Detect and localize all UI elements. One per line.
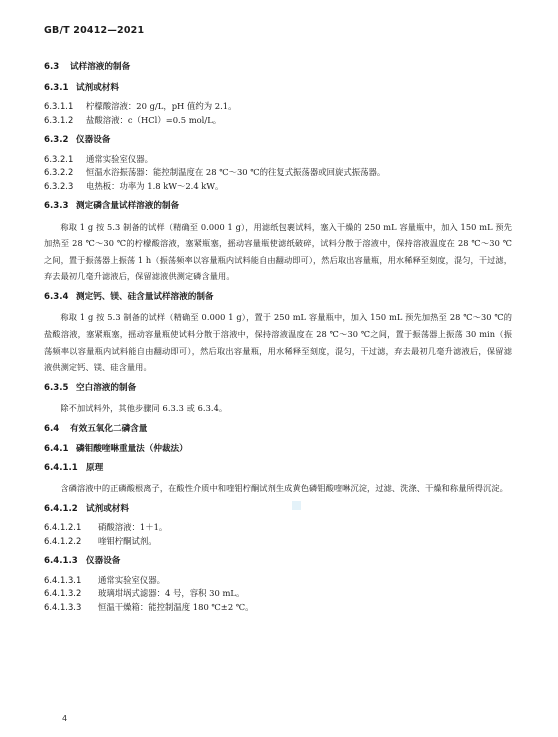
heading-title: 试样溶液的制备 bbox=[70, 62, 131, 72]
item-text: 盐酸溶液：c（HCl）=0.5 mol/L。 bbox=[86, 114, 222, 125]
subsection-heading bbox=[44, 462, 512, 474]
item-number: 6.3.2.3 bbox=[44, 180, 74, 191]
heading-number: 6.3.4 bbox=[44, 291, 69, 302]
heading-title: 试剂或材料 bbox=[76, 82, 119, 93]
heading-title: 测定钙、镁、硅含量试样溶液的制备 bbox=[76, 291, 214, 302]
heading-number: 6.4.1.2 bbox=[44, 503, 78, 514]
list-item bbox=[44, 100, 512, 112]
item-number: 6.4.1.3.1 bbox=[44, 574, 82, 585]
list-item bbox=[44, 535, 512, 547]
list-item bbox=[44, 521, 512, 533]
subsection-heading bbox=[44, 503, 512, 515]
heading-title: 仪器设备 bbox=[86, 556, 121, 567]
list-item bbox=[44, 180, 512, 192]
paragraph: 除不加试料外，其他步骤同 6.3.3 或 6.3.4。 bbox=[60, 403, 228, 414]
document-body bbox=[44, 61, 512, 614]
list-item bbox=[44, 153, 512, 165]
heading-number: 6.3 bbox=[44, 62, 60, 72]
subsection-heading bbox=[44, 82, 512, 94]
subsection-heading bbox=[44, 382, 512, 394]
scan-mark bbox=[292, 501, 301, 510]
item-number: 6.4.1.2.2 bbox=[44, 535, 82, 546]
paragraph: 称取 1 g 按 5.3 制备的试样（精确至 0.000 1 g），用滤纸包裹试料，塞入干燥的 250 mL 容量瓶中，加入 150 mL 预先加热至 28 ℃～30 ℃的柠檬酸溶液，塞紧瓶塞，摇动容量瓶使滤纸破碎，试料分散于溶液中，保持溶液温度在 28 ℃～30 ℃之间，置于振荡器上振荡 1 h（振荡频率以容量瓶内试料能自由翻动即可），然后取出容量瓶，用水稀释至刻度，混匀，干过滤，弃去最初几毫升滤液后，保留滤液供测定磷含量用。 bbox=[44, 221, 512, 282]
heading-title: 仪器设备 bbox=[76, 135, 111, 145]
subsection-heading bbox=[44, 291, 512, 303]
heading-number: 6.4 bbox=[44, 423, 60, 434]
heading-number: 6.4.1 bbox=[44, 444, 69, 455]
section-heading bbox=[44, 423, 512, 435]
list-item bbox=[44, 166, 512, 178]
paragraph: 称取 1 g 按 5.3 制备的试样（精确至 0.000 1 g），置于 250 mL 容量瓶中，加入 150 mL 预先加热至 28 ℃～30 ℃的盐酸溶液，塞紧瓶塞，摇动容量瓶使试料分散于溶液中，保持溶液温度在 28 ℃～30 ℃之间，置于振荡器上振荡 30 min（振荡频率以容量瓶内试料能自由翻动即可），然后取出容量瓶，用水稀释至刻度，混匀，干过滤，弃去最初几毫升滤液后，保留滤液供测定钙、镁、硅含量用。 bbox=[44, 312, 512, 373]
spacer bbox=[44, 127, 512, 134]
item-number: 6.4.1.3.2 bbox=[44, 588, 82, 599]
spacer bbox=[44, 548, 512, 555]
heading-title: 测定磷含量试样溶液的制备 bbox=[76, 201, 180, 211]
item-text: 通常实验室仪器。 bbox=[98, 574, 165, 585]
item-text: 玻璃坩埚式滤器：4 号，容积 30 mL。 bbox=[98, 588, 245, 599]
list-item bbox=[44, 114, 512, 126]
heading-number: 6.4.1.3 bbox=[44, 556, 78, 567]
item-number: 6.3.1.1 bbox=[44, 101, 74, 111]
subsection-heading bbox=[44, 443, 512, 455]
item-text: 恒温干燥箱：能控制温度 180 ℃±2 ℃。 bbox=[98, 601, 254, 612]
item-number: 6.3.1.2 bbox=[44, 114, 74, 125]
heading-number: 6.3.3 bbox=[44, 201, 69, 211]
list-item bbox=[44, 574, 512, 586]
section-heading bbox=[44, 61, 512, 73]
item-text: 喹钼柠酮试剂。 bbox=[98, 535, 157, 546]
heading-number: 6.4.1.1 bbox=[44, 462, 78, 473]
subsection-heading bbox=[44, 134, 512, 146]
heading-title: 试剂或材料 bbox=[86, 503, 129, 514]
subsection-heading bbox=[44, 200, 512, 212]
item-text: 柠檬酸溶液：20 g/L，pH 值约为 2.1。 bbox=[86, 101, 237, 111]
document-code: GB/T 20412—2021 bbox=[44, 25, 145, 36]
item-number: 6.4.1.3.3 bbox=[44, 601, 82, 612]
paragraph: 含磷溶液中的正磷酸根离子，在酸性介质中和喹钼柠酮试剂生成黄色磷钼酸喹啉沉淀，过滤、洗涤、干燥和称量所得沉淀。 bbox=[60, 483, 508, 494]
item-number: 6.3.2.2 bbox=[44, 167, 74, 177]
heading-title: 磷钼酸喹啉重量法（仲裁法） bbox=[76, 444, 188, 455]
heading-title: 空白溶液的制备 bbox=[76, 382, 137, 393]
spacer bbox=[44, 193, 512, 200]
heading-title: 原理 bbox=[86, 462, 104, 473]
heading-number: 6.3.1 bbox=[44, 82, 69, 93]
heading-title: 有效五氧化二磷含量 bbox=[70, 423, 148, 434]
page-number: 4 bbox=[62, 714, 68, 723]
subsection-heading bbox=[44, 555, 512, 567]
item-text: 通常实验室仪器。 bbox=[86, 153, 153, 164]
heading-number: 6.3.5 bbox=[44, 382, 69, 393]
heading-number: 6.3.2 bbox=[44, 135, 69, 145]
item-text: 电热板：功率为 1.8 kW～2.4 kW。 bbox=[86, 180, 224, 191]
list-item bbox=[44, 587, 512, 599]
list-item bbox=[44, 601, 512, 613]
item-text: 恒温水浴振荡器：能控制温度在 28 ℃～30 ℃的往复式振荡器或回旋式振荡器。 bbox=[86, 167, 386, 177]
item-number: 6.4.1.2.1 bbox=[44, 522, 82, 533]
item-number: 6.3.2.1 bbox=[44, 153, 74, 164]
item-text: 硝酸溶液：1＋1。 bbox=[98, 522, 168, 533]
